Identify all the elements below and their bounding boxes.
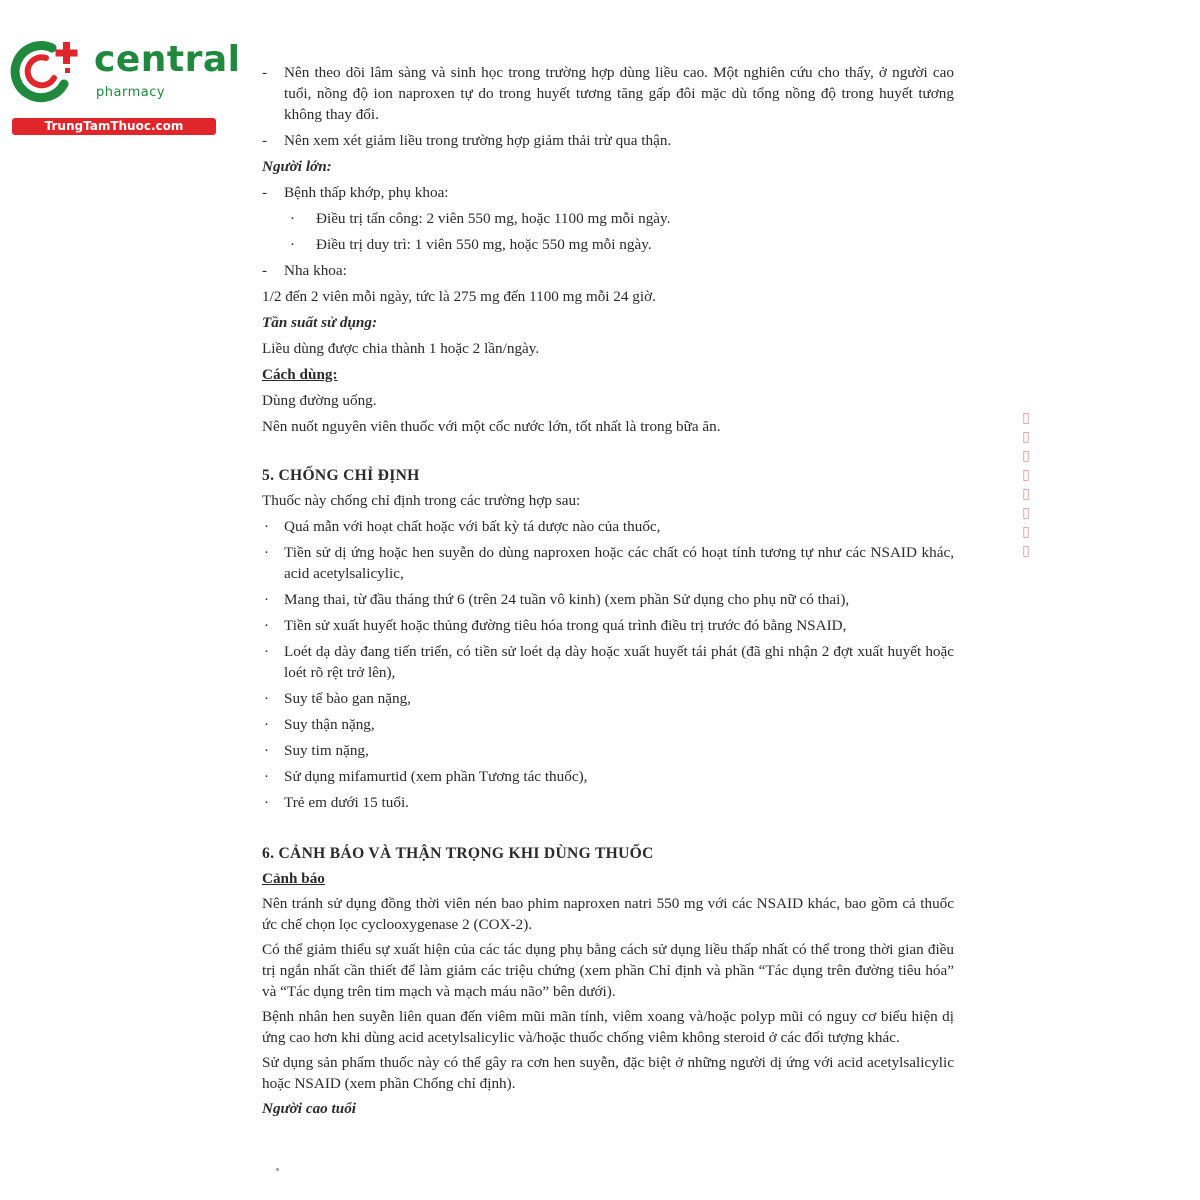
usage-text-swallow: Nên nuốt nguyên viên thuốc với một cốc nước lớn, tốt nhất là trong bữa ăn. — [262, 418, 721, 435]
list-item: · Suy thận nặng, — [262, 714, 954, 735]
scan-speck — [276, 1168, 279, 1171]
brand-website-banner[interactable]: TrungTamThuoc.com — [12, 118, 216, 135]
list-item: · Loét dạ dày đang tiến triển, có tiền sử loét dạ dày hoặc xuất huyết tái phát (đã ghi nhận 2 đợt xuất huyết hoặc loét rõ rệt trở lên), — [262, 641, 954, 683]
dosage-note-renal: - Nên xem xét giảm liều trong trường hợp giảm thải trừ qua thận. — [262, 130, 954, 151]
pharmacy-cross-icon — [8, 38, 88, 104]
frequency-heading: Tần suất sử dụng: — [262, 314, 378, 331]
contraindication-list — [262, 516, 954, 813]
warning-paragraph-1: Nên tránh sử dụng đồng thời viên nén bao phim naproxen natri 550 mg với các NSAID khác, bao gồm cả thuốc ức chế chọn lọc cyclooxygenase 2 (COX-2). — [262, 895, 954, 933]
brand-name: central — [94, 39, 241, 80]
adult-item-dental: - Nha khoa: — [262, 260, 954, 281]
adult-item-rheumatic: - Bệnh thấp khớp, phụ khoa: — [262, 182, 954, 203]
list-item: · Suy tế bào gan nặng, — [262, 688, 954, 709]
elderly-heading: Người cao tuổi — [262, 1100, 357, 1117]
margin-stamp: ▯▯▯▯▯▯▯▯ — [1018, 410, 1034, 562]
adult-sub-maintenance: · Điều trị duy trì: 1 viên 550 mg, hoặc 550 mg mỗi ngày. — [262, 234, 954, 255]
section-6-title: 6. CẢNH BÁO VÀ THẬN TRỌNG KHI DÙNG THUỐC — [262, 845, 654, 862]
list-item: · Tiền sử dị ứng hoặc hen suyễn do dùng naproxen hoặc các chất có hoạt tính tương tự như các NSAID khác, acid acetylsalicylic, — [262, 542, 954, 584]
list-item: · Mang thai, từ đầu tháng thứ 6 (trên 24 tuần vô kinh) (xem phần Sử dụng cho phụ nữ có thai), — [262, 589, 954, 610]
list-item: · Sử dụng mifamurtid (xem phần Tương tác thuốc), — [262, 766, 954, 787]
brand-logo[interactable] — [8, 38, 241, 138]
warning-heading: Cảnh báo — [262, 870, 325, 887]
usage-text-oral: Dùng đường uống. — [262, 392, 377, 409]
adult-sub-attack: · Điều trị tấn công: 2 viên 550 mg, hoặc 1100 mg mỗi ngày. — [262, 208, 954, 229]
list-item: · Suy tim nặng, — [262, 740, 954, 761]
warning-paragraph-2: Có thể giảm thiểu sự xuất hiện của các tác dụng phụ bằng cách sử dụng liều thấp nhất có thể trong thời gian điều trị ngắn nhất cần thiết để làm giảm các triệu chứng (xem phần Chỉ định và phần “Tác dụng trên đường tiêu hóa” và “Tác dụng trên tim mạch và mạch máu não” bên dưới). — [262, 941, 954, 1000]
brand-subtitle: pharmacy — [96, 85, 166, 100]
list-item: · Quá mẫn với hoạt chất hoặc với bất kỳ tá dược nào của thuốc, — [262, 516, 954, 537]
adult-heading: Người lớn: — [262, 158, 332, 175]
document-page — [262, 62, 954, 1119]
section-5-intro: Thuốc này chống chỉ định trong các trường hợp sau: — [262, 492, 581, 509]
adult-dental-dose: 1/2 đến 2 viên mỗi ngày, tức là 275 mg đến 1100 mg mỗi 24 giờ. — [262, 288, 656, 305]
section-5-title: 5. CHỐNG CHỈ ĐỊNH — [262, 467, 420, 484]
list-item: · Trẻ em dưới 15 tuổi. — [262, 792, 954, 813]
usage-heading: Cách dùng: — [262, 366, 338, 383]
frequency-text: Liều dùng được chia thành 1 hoặc 2 lần/ngày. — [262, 340, 540, 357]
warning-paragraph-3: Bệnh nhân hen suyễn liên quan đến viêm mũi mãn tính, viêm xoang và/hoặc polyp mũi có nguy cơ biểu hiện dị ứng cao hơn khi dùng acid acetylsalicylic và/hoặc thuốc chống viêm không steroid ở các đối tượng khác. — [262, 1008, 954, 1046]
dosage-note-elderly: - Nên theo dõi lâm sàng và sinh học trong trường hợp dùng liều cao. Một nghiên cứu cho thấy, ở người cao tuổi, nồng độ ion naproxen tự do trong huyết tương tăng gấp đôi mặc dù tổng nồng độ trong huyết tương không thay đổi. — [262, 62, 954, 125]
warning-paragraph-4: Sử dụng sản phẩm thuốc này có thể gây ra cơn hen suyễn, đặc biệt ở những người dị ứng với acid acetylsalicylic hoặc NSAID (xem phần Chống chỉ định). — [262, 1054, 954, 1092]
list-item: · Tiền sử xuất huyết hoặc thủng đường tiêu hóa trong quá trình điều trị trước đó bằng NSAID, — [262, 615, 954, 636]
